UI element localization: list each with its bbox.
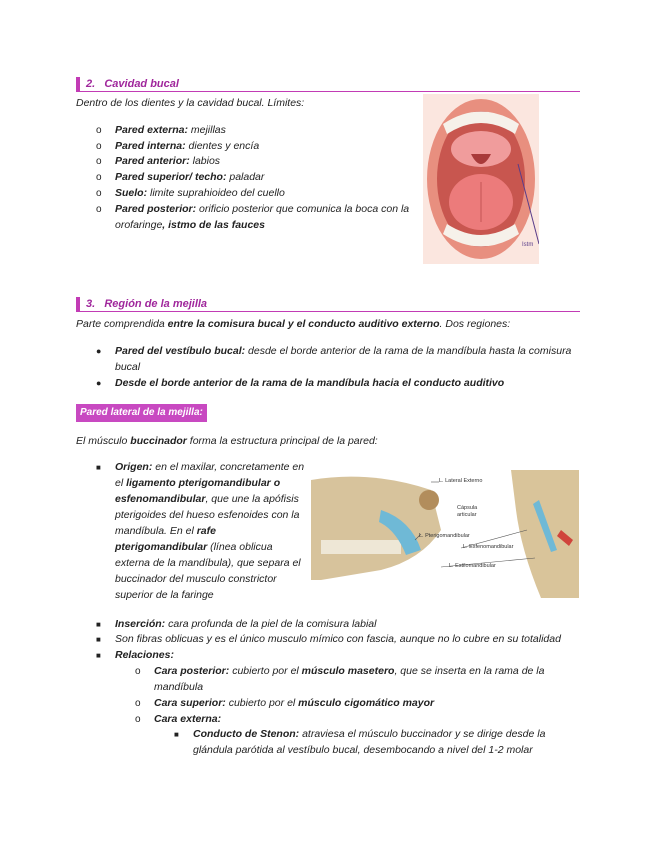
list-item: Cara superior: cubierto por el músculo cigomático mayor	[154, 697, 435, 709]
bullet-circle-icon: o	[96, 156, 102, 167]
list-item: Inserción: cara profunda de la piel de la comisura labial	[115, 618, 377, 630]
list-item-continuation: orofaringe, istmo de las fauces	[115, 219, 265, 231]
origin-line: esfenomandibular, que une la apófisis	[115, 493, 299, 505]
section-2-intro: Dentro de los dientes y la cavidad bucal. Límites:	[76, 97, 305, 109]
bullet-dot-icon: ●	[96, 378, 102, 388]
bullet-circle-icon: o	[96, 204, 102, 215]
list-item: Cara externa:	[154, 713, 222, 725]
origin-line: superior de la faringe	[115, 589, 214, 601]
list-item: Conducto de Stenon: atraviesa el músculo buccinador y se dirige desde la	[193, 728, 546, 740]
ligaments-figure	[311, 470, 579, 598]
figure-label: L. Pterigomandibular	[419, 533, 470, 539]
list-item-continuation: glándula parótida al vestíbulo bucal, desembocando a nivel del 1-2 molar	[193, 744, 533, 756]
bullet-square-icon: ■	[96, 463, 101, 472]
bullet-circle-icon: o	[135, 666, 141, 677]
heading-text: 3. Región de la mejilla	[86, 298, 208, 310]
list-item: Pared posterior: orificio posterior que comunica la boca con la	[115, 203, 410, 215]
bullet-circle-icon: o	[96, 172, 102, 183]
figure-label: L. Esfenomandibular	[463, 544, 514, 550]
figure-label: Istm	[522, 242, 534, 248]
bullet-square-icon: ■	[96, 620, 101, 629]
open-mouth-illustration	[423, 94, 539, 264]
muscle-intro: El músculo buccinador forma la estructura principal de la pared:	[76, 435, 378, 447]
list-item: Pared del vestíbulo bucal: desde el borde anterior de la rama de la mandíbula hasta la comisura	[115, 345, 572, 357]
bullet-dot-icon: ●	[96, 346, 102, 356]
bullet-square-icon: ■	[96, 635, 101, 644]
figure-label: L. Estilomandibular	[449, 563, 496, 569]
bullet-circle-icon: o	[96, 125, 102, 136]
origin-line: buccinador del musculo constrictor	[115, 573, 277, 585]
bullet-circle-icon: o	[96, 141, 102, 152]
heading-accent-bar	[76, 77, 80, 91]
origin-line: mandíbula. En el rafe	[115, 525, 216, 537]
origin-line: externa de la mandíbula), que separa el	[115, 557, 301, 569]
origin-line: el ligamento pterigomandibular o	[115, 477, 281, 489]
origin-line: pterigomandibular (línea oblicua	[115, 541, 273, 553]
list-item-continuation: mandíbula	[154, 681, 204, 693]
figure-label: Cápsula articular	[457, 505, 478, 518]
oral-cavity-figure	[423, 94, 539, 264]
list-item: Pared externa: mejillas	[115, 124, 226, 136]
list-item: Pared interna: dientes y encía	[115, 140, 260, 152]
section-3-heading	[76, 297, 580, 312]
origin-line: Origen: en el maxilar, concretamente en	[115, 461, 305, 473]
list-item: Pared anterior: labios	[115, 155, 221, 167]
list-item: Suelo: limite suprahioideo del cuello	[115, 187, 285, 199]
list-item: Pared superior/ techo: paladar	[115, 171, 265, 183]
list-item: Desde el borde anterior de la rama de la mandíbula hacia el conducto auditivo	[115, 377, 505, 389]
list-item: Son fibras oblicuas y es el único musculo mímico con fascia, aunque no lo cubre en su totalidad	[115, 633, 561, 645]
list-item: Cara posterior: cubierto por el músculo masetero, que se inserta en la rama de la	[154, 665, 545, 677]
list-item-continuation: bucal	[115, 361, 141, 373]
bullet-square-icon: ■	[96, 651, 101, 660]
heading-accent-bar	[76, 297, 80, 311]
bullet-circle-icon: o	[135, 698, 141, 709]
figure-label: L. Lateral Externo	[439, 478, 483, 484]
bullet-circle-icon: o	[135, 714, 141, 725]
bullet-square-icon: ■	[174, 730, 179, 739]
list-item: Relaciones:	[115, 649, 174, 661]
heading-text: 2. Cavidad bucal	[86, 78, 179, 90]
bullet-circle-icon: o	[96, 188, 102, 199]
section-3-intro: Parte comprendida entre la comisura bucal y el conducto auditivo externo. Dos regiones:	[76, 318, 511, 330]
subsection-tag: Pared lateral de la mejilla:	[76, 404, 207, 422]
origin-line: pterigoides del hueso esfenoides con la	[115, 509, 300, 521]
section-2-heading	[76, 77, 580, 92]
